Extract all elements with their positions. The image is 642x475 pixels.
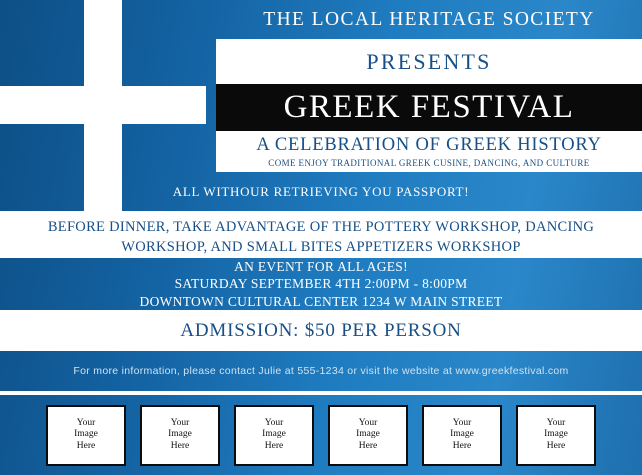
details-line-3: DOWNTOWN CULTURAL CENTER 1234 W MAIN STREET — [139, 293, 503, 309]
passport-note: ALL WITHOUR RETRIEVING YOU PASSPORT! — [172, 184, 470, 199]
title-band — [216, 84, 642, 131]
placeholder-line-1: Your — [264, 418, 284, 429]
event-title: GREEK FESTIVAL — [283, 89, 575, 125]
presents-label: PRESENTS — [366, 48, 492, 74]
image-placeholder[interactable] — [422, 405, 502, 466]
image-placeholder[interactable] — [140, 405, 220, 466]
placeholder-line-1: Your — [358, 418, 378, 429]
image-placeholder[interactable] — [516, 405, 596, 466]
admission-text: ADMISSION: $50 PER PERSON — [180, 319, 462, 341]
workshops-line-2: WORKSHOP, AND SMALL BITES APPETIZERS WORKSHOP — [121, 239, 521, 255]
image-placeholder[interactable] — [328, 405, 408, 466]
event-details-band — [0, 258, 642, 310]
flag-cross-horizontal — [0, 86, 206, 124]
placeholder-line-2: Image — [168, 429, 192, 440]
details-line-1: AN EVENT FOR ALL AGES! — [234, 258, 408, 274]
placeholder-line-1: Your — [76, 418, 96, 429]
subtitle-band — [216, 131, 642, 172]
contact-band — [0, 351, 642, 391]
details-line-2: SATURDAY SEPTEMBER 4TH 2:00PM - 8:00PM — [174, 276, 468, 292]
society-header — [216, 0, 642, 39]
placeholder-line-2: Image — [262, 429, 286, 440]
placeholder-line-1: Your — [546, 418, 566, 429]
placeholder-line-3: Here — [170, 440, 190, 451]
placeholder-line-2: Image — [356, 429, 380, 440]
passport-note-row — [0, 183, 642, 201]
placeholder-line-3: Here — [452, 440, 472, 451]
event-subtitle: A CELEBRATION OF GREEK HISTORY — [256, 135, 602, 155]
event-subtitle-small: COME ENJOY TRADITIONAL GREEK CUSINE, DANCING, AND CULTURE — [268, 158, 590, 168]
placeholder-line-3: Here — [546, 440, 566, 451]
admission-band — [0, 310, 642, 351]
workshops-line-1: BEFORE DINNER, TAKE ADVANTAGE OF THE POTTERY WORKSHOP, DANCING — [47, 219, 595, 236]
society-name: THE LOCAL HERITAGE SOCIETY — [263, 8, 595, 30]
image-placeholder[interactable] — [46, 405, 126, 466]
placeholder-line-1: Your — [452, 418, 472, 429]
placeholder-line-1: Your — [170, 418, 190, 429]
placeholder-line-2: Image — [74, 429, 98, 440]
workshops-band — [0, 218, 642, 258]
placeholder-line-3: Here — [264, 440, 284, 451]
presents-band — [216, 39, 642, 84]
contact-text: For more information, please contact Julie at 555-1234 or visit the website at www.greekfestival.com — [73, 365, 569, 377]
placeholder-line-3: Here — [76, 440, 96, 451]
placeholder-line-2: Image — [450, 429, 474, 440]
image-placeholder-row — [0, 395, 642, 475]
placeholder-line-3: Here — [358, 440, 378, 451]
image-placeholder[interactable] — [234, 405, 314, 466]
placeholder-line-2: Image — [544, 429, 568, 440]
